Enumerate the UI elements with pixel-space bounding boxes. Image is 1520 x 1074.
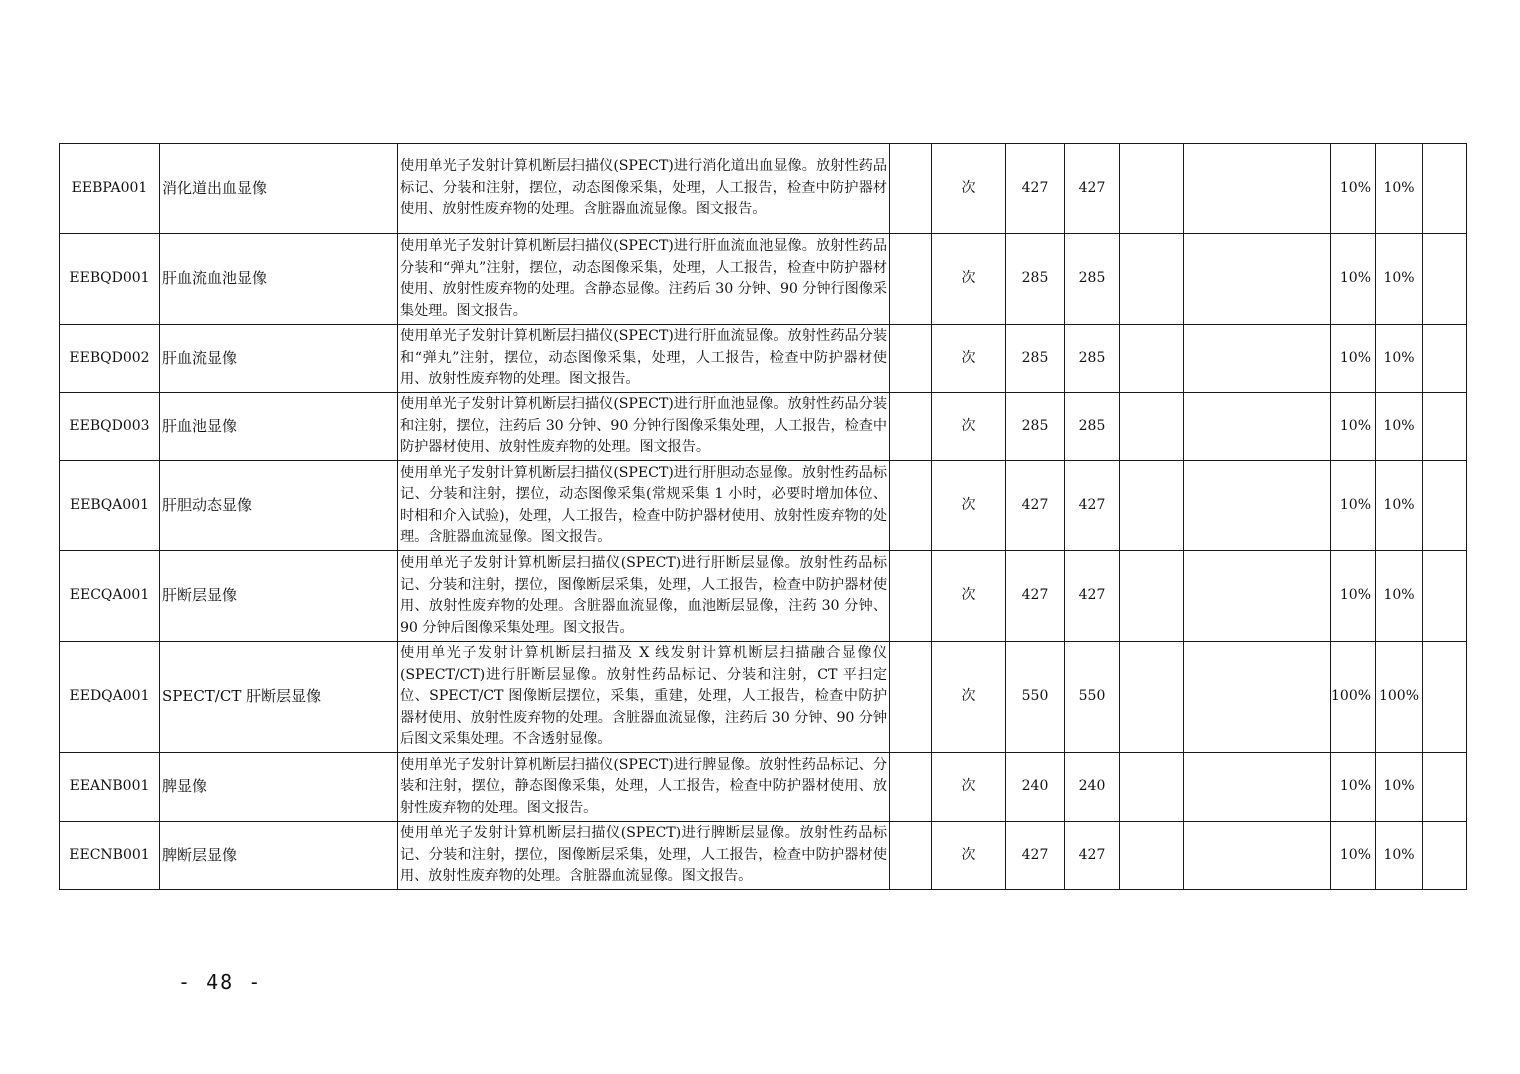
item-price-alt: 550 xyxy=(1065,642,1120,753)
item-ratio-alt: 100% xyxy=(1376,642,1423,753)
item-price: 550 xyxy=(1006,642,1065,753)
item-unit: 次 xyxy=(932,642,1006,753)
item-ratio: 10% xyxy=(1331,551,1376,642)
item-exclusion xyxy=(890,144,932,234)
item-blank xyxy=(1423,822,1467,890)
item-code: EEBQD001 xyxy=(60,234,160,325)
item-note xyxy=(1184,461,1331,551)
item-code: EECQA001 xyxy=(60,551,160,642)
item-code: EEBQA001 xyxy=(60,461,160,551)
item-content: 使用单光子发射计算机断层扫描及 X 线发射计算机断层扫描融合显像仪(SPECT/CT)进行肝断层显像。放射性药品标记、分装和注射，CT 平扫定位、SPECT/CT 图像断层摆位，采集，重建，处理，人工报告，检查中防护器材使用、放射性废弃物的处理。含脏器血流显像，注药后 30 分钟、90 分钟后图文采集处理。不含透射显像。 xyxy=(398,642,890,753)
item-price: 285 xyxy=(1006,234,1065,325)
item-content: 使用单光子发射计算机断层扫描仪(SPECT)进行脾断层显像。放射性药品标记、分装和注射，摆位，图像断层采集，处理，人工报告，检查中防护器材使用、放射性废弃物的处理。含脏器血流显像。图文报告。 xyxy=(398,822,890,890)
item-ratio: 10% xyxy=(1331,822,1376,890)
item-extra xyxy=(1120,753,1184,822)
item-unit: 次 xyxy=(932,393,1006,461)
item-ratio-alt: 10% xyxy=(1376,144,1423,234)
item-code: EEANB001 xyxy=(60,753,160,822)
item-code: EECNB001 xyxy=(60,822,160,890)
item-name: 消化道出血显像 xyxy=(160,144,398,234)
item-exclusion xyxy=(890,461,932,551)
item-code: EEBPA001 xyxy=(60,144,160,234)
item-name: 肝血池显像 xyxy=(160,393,398,461)
item-price-alt: 427 xyxy=(1065,144,1120,234)
item-blank xyxy=(1423,461,1467,551)
item-price-alt: 427 xyxy=(1065,551,1120,642)
item-note xyxy=(1184,393,1331,461)
table-row xyxy=(60,822,1467,890)
item-blank xyxy=(1423,551,1467,642)
table-row xyxy=(60,642,1467,753)
item-ratio: 100% xyxy=(1331,642,1376,753)
item-exclusion xyxy=(890,393,932,461)
item-ratio: 10% xyxy=(1331,234,1376,325)
item-code: EEDQA001 xyxy=(60,642,160,753)
item-ratio-alt: 10% xyxy=(1376,551,1423,642)
table-row xyxy=(60,753,1467,822)
item-unit: 次 xyxy=(932,461,1006,551)
item-name: 肝血流显像 xyxy=(160,325,398,393)
item-ratio: 10% xyxy=(1331,753,1376,822)
item-note xyxy=(1184,753,1331,822)
item-exclusion xyxy=(890,551,932,642)
item-note xyxy=(1184,144,1331,234)
item-ratio-alt: 10% xyxy=(1376,822,1423,890)
item-extra xyxy=(1120,393,1184,461)
item-note xyxy=(1184,234,1331,325)
item-price: 427 xyxy=(1006,822,1065,890)
item-note xyxy=(1184,642,1331,753)
item-ratio-alt: 10% xyxy=(1376,393,1423,461)
item-ratio: 10% xyxy=(1331,393,1376,461)
table-row xyxy=(60,144,1467,234)
item-price-alt: 427 xyxy=(1065,822,1120,890)
item-name: 肝血流血池显像 xyxy=(160,234,398,325)
item-price: 285 xyxy=(1006,393,1065,461)
item-price: 240 xyxy=(1006,753,1065,822)
item-unit: 次 xyxy=(932,234,1006,325)
item-price: 285 xyxy=(1006,325,1065,393)
item-name: 肝胆动态显像 xyxy=(160,461,398,551)
item-unit: 次 xyxy=(932,325,1006,393)
item-price: 427 xyxy=(1006,144,1065,234)
page-number: - 48 - xyxy=(178,970,263,994)
item-content: 使用单光子发射计算机断层扫描仪(SPECT)进行肝断层显像。放射性药品标记、分装和注射，摆位，图像断层采集，处理，人工报告，检查中防护器材使用、放射性废弃物的处理。含脏器血流显像，血池断层显像，注药 30 分钟、90 分钟后图像采集处理。图文报告。 xyxy=(398,551,890,642)
table-row xyxy=(60,461,1467,551)
item-extra xyxy=(1120,461,1184,551)
item-name: 肝断层显像 xyxy=(160,551,398,642)
item-blank xyxy=(1423,642,1467,753)
item-unit: 次 xyxy=(932,753,1006,822)
item-exclusion xyxy=(890,325,932,393)
item-extra xyxy=(1120,325,1184,393)
item-price: 427 xyxy=(1006,551,1065,642)
item-extra xyxy=(1120,144,1184,234)
item-content: 使用单光子发射计算机断层扫描仪(SPECT)进行肝血池显像。放射性药品分装和注射，摆位，注药后 30 分钟、90 分钟行图像采集处理，人工报告，检查中防护器材使用、放射性废弃物的处理。图文报告。 xyxy=(398,393,890,461)
item-extra xyxy=(1120,642,1184,753)
item-name: 脾断层显像 xyxy=(160,822,398,890)
item-price: 427 xyxy=(1006,461,1065,551)
item-extra xyxy=(1120,551,1184,642)
item-exclusion xyxy=(890,642,932,753)
table-row xyxy=(60,551,1467,642)
table-row xyxy=(60,393,1467,461)
table-row xyxy=(60,234,1467,325)
item-code: EEBQD003 xyxy=(60,393,160,461)
item-ratio-alt: 10% xyxy=(1376,461,1423,551)
table-body xyxy=(60,144,1467,890)
item-ratio-alt: 10% xyxy=(1376,325,1423,393)
item-note xyxy=(1184,325,1331,393)
item-ratio: 10% xyxy=(1331,144,1376,234)
item-blank xyxy=(1423,753,1467,822)
item-exclusion xyxy=(890,753,932,822)
item-price-alt: 285 xyxy=(1065,393,1120,461)
item-extra xyxy=(1120,822,1184,890)
item-content: 使用单光子发射计算机断层扫描仪(SPECT)进行肝胆动态显像。放射性药品标记、分装和注射，摆位，动态图像采集(常规采集 1 小时，必要时增加体位、时相和介入试验)，处理，人工报告，检查中防护器材使用、放射性废弃物的处理。含脏器血流显像。图文报告。 xyxy=(398,461,890,551)
item-exclusion xyxy=(890,822,932,890)
price-table xyxy=(59,143,1467,890)
item-blank xyxy=(1423,325,1467,393)
item-name: SPECT/CT 肝断层显像 xyxy=(160,642,398,753)
item-content: 使用单光子发射计算机断层扫描仪(SPECT)进行脾显像。放射性药品标记、分装和注射，摆位，静态图像采集，处理，人工报告，检查中防护器材使用、放射性废弃物的处理。图文报告。 xyxy=(398,753,890,822)
item-blank xyxy=(1423,234,1467,325)
item-ratio: 10% xyxy=(1331,461,1376,551)
item-code: EEBQD002 xyxy=(60,325,160,393)
item-content: 使用单光子发射计算机断层扫描仪(SPECT)进行肝血流显像。放射性药品分装和“弹丸”注射，摆位，动态图像采集，处理，人工报告，检查中防护器材使用、放射性废弃物的处理。图文报告。 xyxy=(398,325,890,393)
item-note xyxy=(1184,822,1331,890)
item-unit: 次 xyxy=(932,822,1006,890)
item-name: 脾显像 xyxy=(160,753,398,822)
item-unit: 次 xyxy=(932,144,1006,234)
item-price-alt: 427 xyxy=(1065,461,1120,551)
item-content: 使用单光子发射计算机断层扫描仪(SPECT)进行肝血流血池显像。放射性药品分装和“弹丸”注射，摆位，动态图像采集，处理，人工报告，检查中防护器材使用、放射性废弃物的处理。含静态显像。注药后 30 分钟、90 分钟行图像采集处理。图文报告。 xyxy=(398,234,890,325)
item-price-alt: 285 xyxy=(1065,234,1120,325)
item-ratio-alt: 10% xyxy=(1376,753,1423,822)
item-note xyxy=(1184,551,1331,642)
item-unit: 次 xyxy=(932,551,1006,642)
item-ratio: 10% xyxy=(1331,325,1376,393)
item-price-alt: 240 xyxy=(1065,753,1120,822)
item-price-alt: 285 xyxy=(1065,325,1120,393)
item-content: 使用单光子发射计算机断层扫描仪(SPECT)进行消化道出血显像。放射性药品标记、分装和注射，摆位，动态图像采集，处理，人工报告，检查中防护器材使用、放射性废弃物的处理。含脏器血流显像。图文报告。 xyxy=(398,144,890,234)
table-row xyxy=(60,325,1467,393)
item-extra xyxy=(1120,234,1184,325)
item-ratio-alt: 10% xyxy=(1376,234,1423,325)
item-exclusion xyxy=(890,234,932,325)
item-blank xyxy=(1423,393,1467,461)
item-blank xyxy=(1423,144,1467,234)
